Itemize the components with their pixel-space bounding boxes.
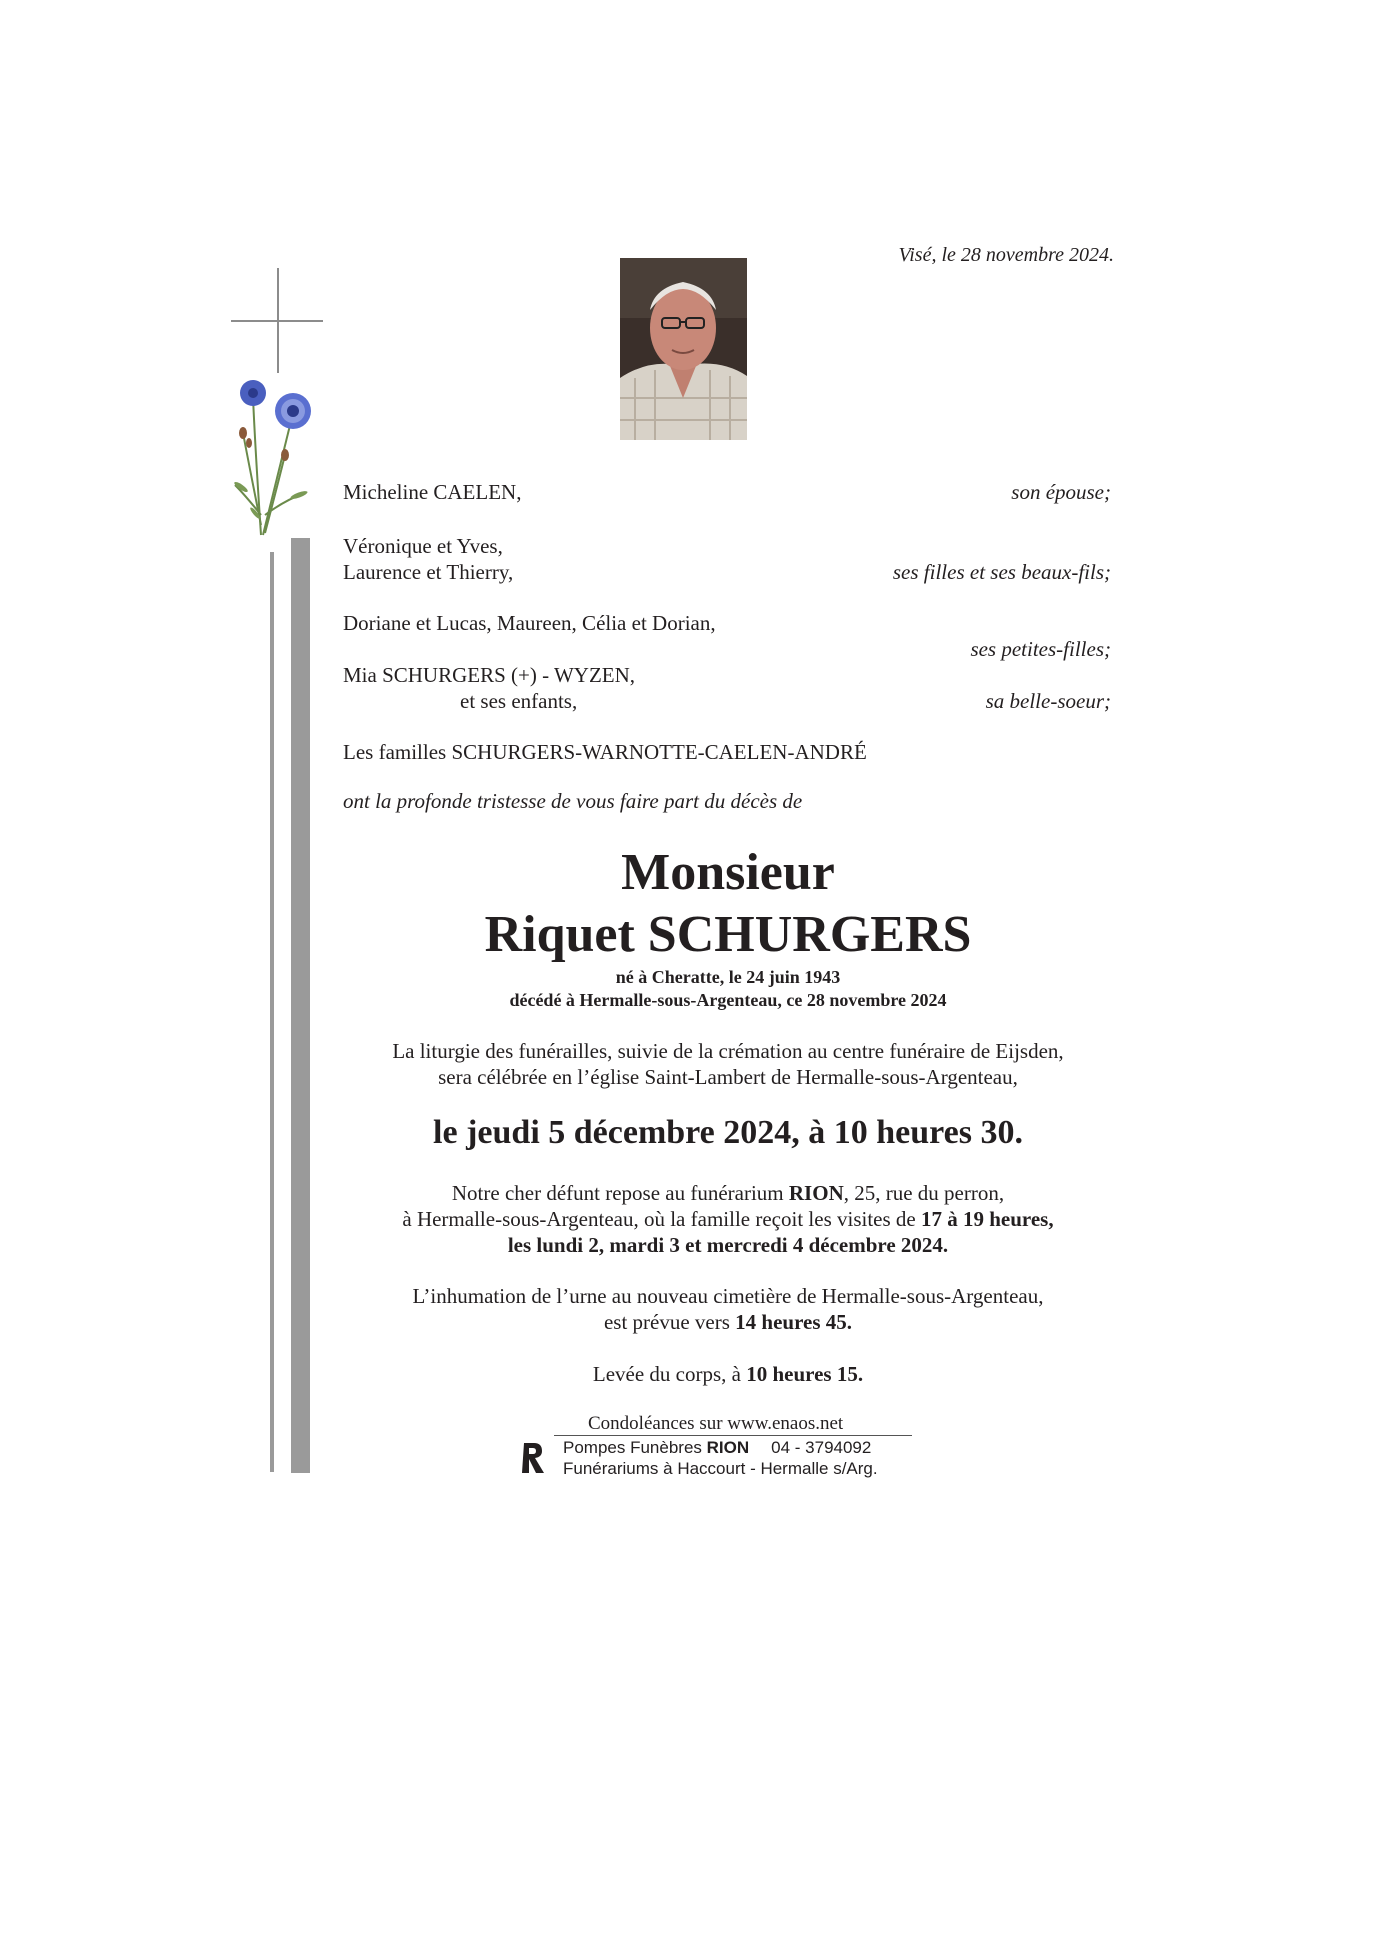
visits-text-part: Notre cher défunt repose au funérarium <box>451 1181 789 1205</box>
family-relation: ses filles et ses beaux-fils; <box>892 560 1111 584</box>
death-info: décédé à Hermalle-sous-Argenteau, ce 28 novembre 2024 <box>509 990 947 1010</box>
levee-time: 10 heures 15. <box>746 1362 864 1386</box>
letter-date: Visé, le 28 novembre 2024. <box>898 244 1114 266</box>
liturgy-line: La liturgie des funérailles, suivie de la crémation au centre funéraire de Eijsden, <box>392 1039 1064 1063</box>
family-name: Doriane et Lucas, Maureen, Célia et Dorian, <box>343 611 716 635</box>
visits-text-part: , 25, rue du perron, <box>843 1181 1005 1205</box>
rion-logo-icon <box>520 1441 546 1475</box>
family-relation: sa belle-soeur; <box>985 689 1111 713</box>
deceased-dates <box>343 966 1113 1012</box>
condolences-link[interactable]: Condoléances sur www.enaos.net <box>588 1413 844 1434</box>
liturgy-line: sera célébrée en l’église Saint-Lambert de Hermalle-sous-Argenteau, <box>438 1065 1018 1089</box>
family-name: Les familles SCHURGERS-WARNOTTE-CAELEN-ANDRÉ <box>343 740 867 764</box>
family-name: et ses enfants, <box>460 689 578 713</box>
company-name: RION <box>706 1438 750 1457</box>
birth-info: né à Cheratte, le 24 juin 1943 <box>615 967 841 987</box>
deceased-name: Riquet SCHURGERS <box>484 906 972 963</box>
visit-hours: 17 à 19 heures, <box>920 1207 1054 1231</box>
burial-text-part: est prévue vers <box>603 1310 736 1334</box>
visits-text-part: à Hermalle-sous-Argenteau, où la famille reçoit les visites de <box>402 1207 921 1231</box>
company-label: Pompes Funèbres <box>563 1438 707 1457</box>
burial-text <box>343 1283 1113 1335</box>
funerarium-name: RION <box>788 1181 844 1205</box>
family-relation: ses petites-filles; <box>970 637 1111 661</box>
burial-line: L’inhumation de l’urne au nouveau cimetière de Hermalle-sous-Argenteau, <box>412 1284 1044 1308</box>
family-name: Laurence et Thierry, <box>343 560 514 584</box>
cornflower-icon <box>225 375 330 540</box>
announcement-intro: ont la profonde tristesse de vous faire part du décès de <box>343 789 803 813</box>
family-name: Mia SCHURGERS (+) - WYZEN, <box>343 663 636 687</box>
decorative-bar-thick <box>291 538 310 1473</box>
liturgy-text <box>343 1038 1113 1090</box>
visits-text <box>343 1180 1113 1258</box>
deceased-title: Monsieur <box>621 844 835 901</box>
company-locations: Funérariums à Haccourt - Hermalle s/Arg. <box>563 1459 878 1478</box>
visit-days: les lundi 2, mardi 3 et mercredi 4 décembre 2024. <box>507 1233 949 1257</box>
levee-text <box>343 1361 1113 1387</box>
portrait-photo <box>620 258 747 440</box>
family-relation: son épouse; <box>1011 480 1111 504</box>
funeral-company <box>563 1437 878 1479</box>
company-phone: 04 - 3794092 <box>771 1438 872 1457</box>
footer-divider <box>554 1435 912 1436</box>
levee-text-part: Levée du corps, à <box>592 1362 747 1386</box>
family-name: Véronique et Yves, <box>343 534 503 558</box>
decorative-bar-thin <box>270 552 274 1472</box>
burial-time: 14 heures 45. <box>735 1310 853 1334</box>
family-name: Micheline CAELEN, <box>343 480 522 504</box>
funeral-datetime: le jeudi 5 décembre 2024, à 10 heures 30. <box>433 1114 1023 1151</box>
cross-horizontal-line <box>231 320 323 322</box>
